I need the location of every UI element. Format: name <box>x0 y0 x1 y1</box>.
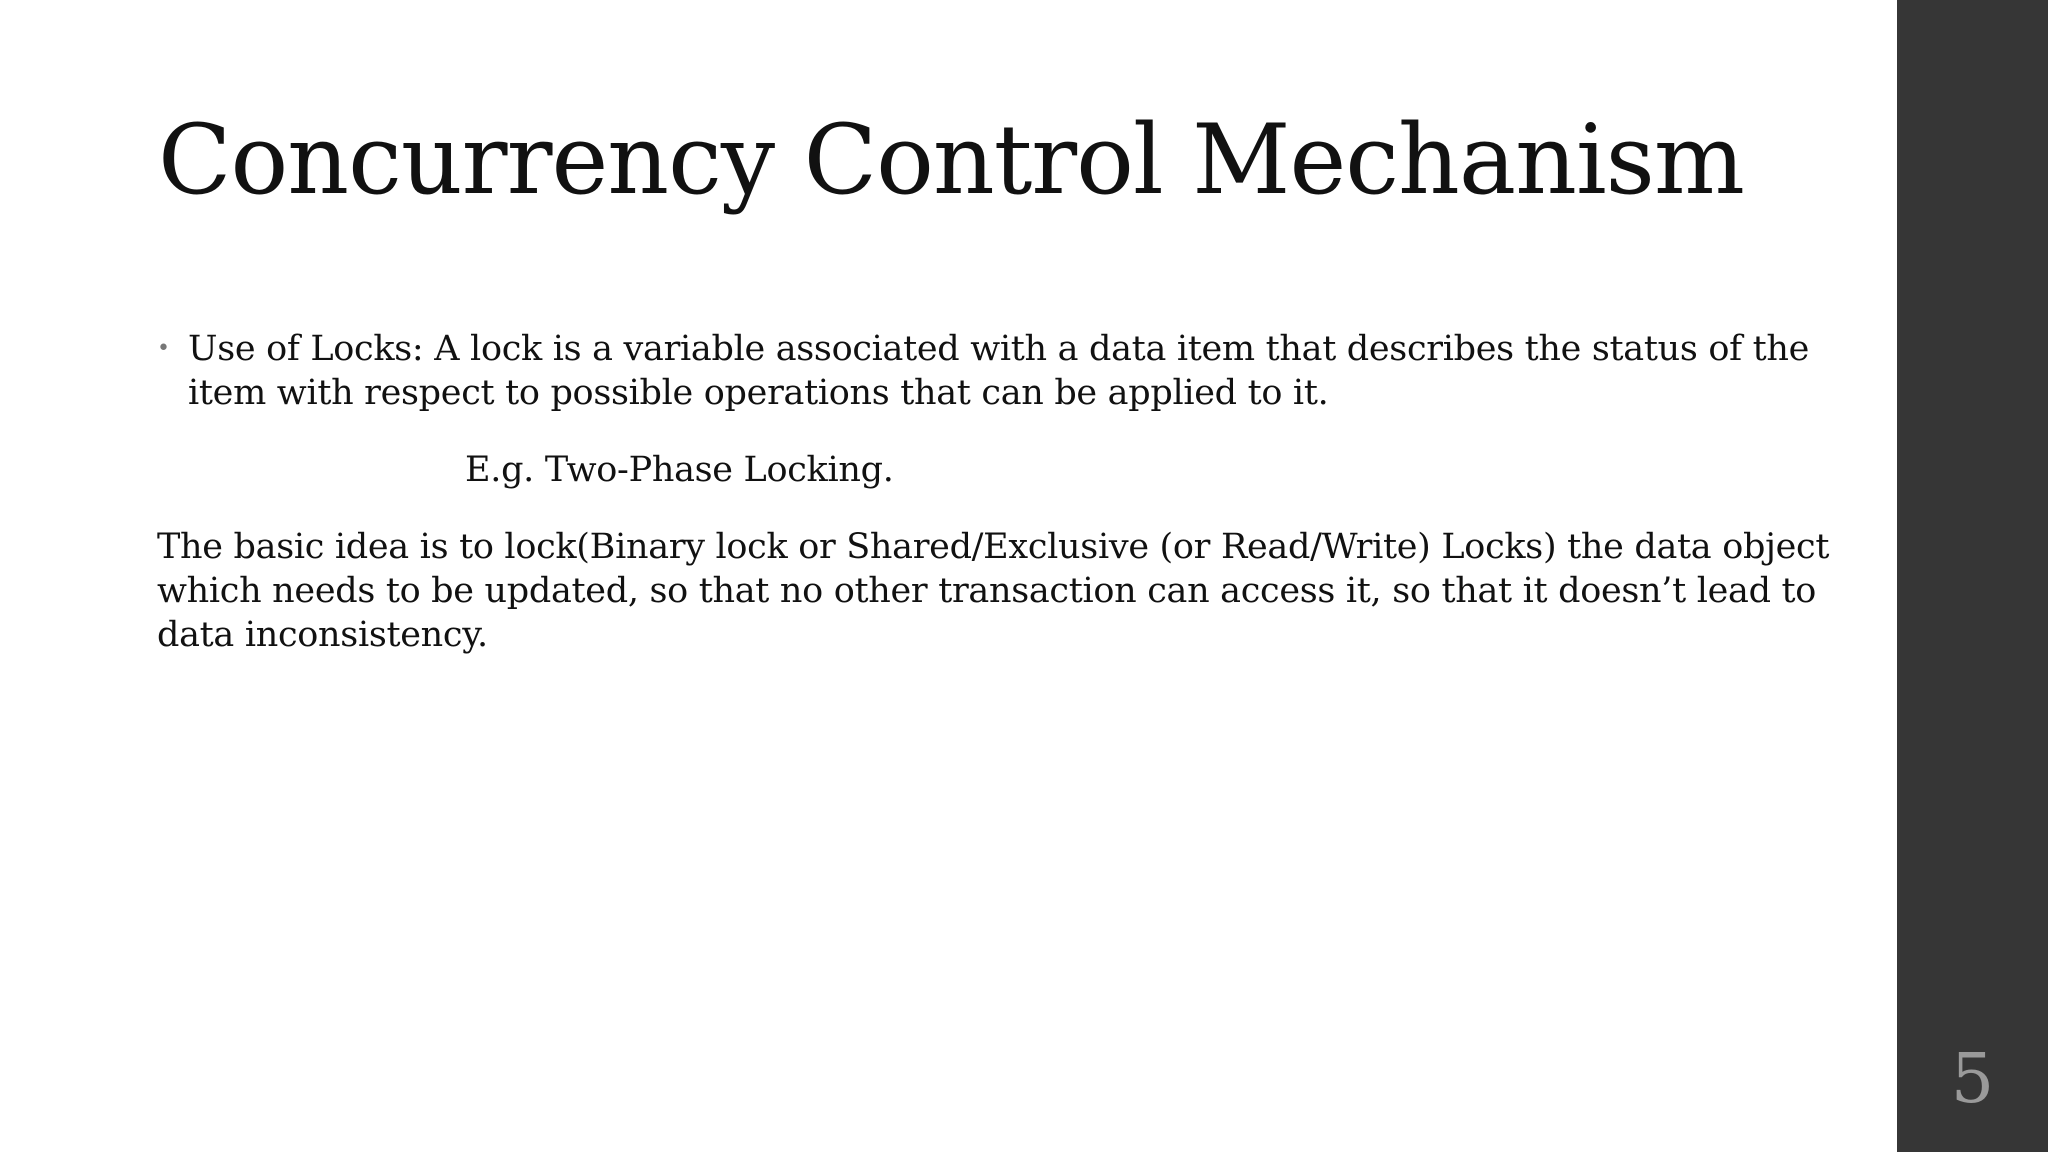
slide-content <box>157 327 1877 657</box>
example-text: E.g. Two-Phase Locking. <box>465 450 894 490</box>
slide-number: 5 <box>1950 1040 1995 1119</box>
body-paragraph: The basic idea is to lock(Binary lock or Shared/Exclusive (or Read/Write) Locks) the data object which needs to be updated, so that no other transaction can access it, so that it doesn’t lead to data inconsistency. <box>157 527 1830 655</box>
bullet-item <box>157 327 1877 415</box>
bullet-icon: • <box>157 336 170 361</box>
side-band <box>1897 0 2048 1152</box>
slide-title: Concurrency Control Mechanism <box>158 104 1744 216</box>
bullet-text: Use of Locks: A lock is a variable associated with a data item that describes the status of the item with respect to possible operations that can be applied to it. <box>188 329 1809 413</box>
